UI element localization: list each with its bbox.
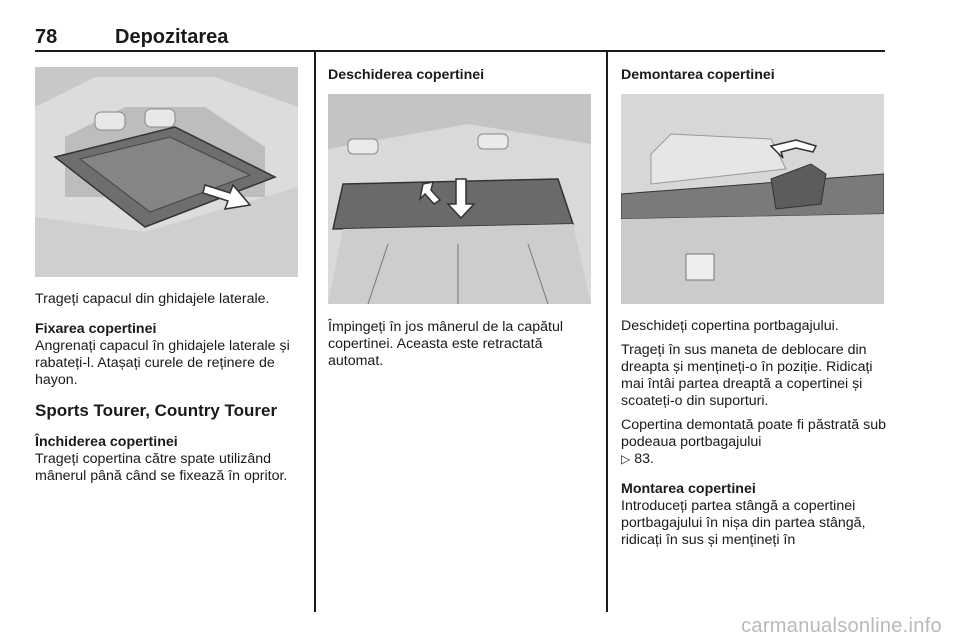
chapter-title: Depozitarea [115, 26, 229, 48]
page-reference[interactable]: 83. [634, 451, 654, 467]
storage-note: Copertina demontată poate fi păstrată sub podeaua portbagajului [621, 417, 887, 450]
instruction-text: Introduceți partea stângă a copertinei portbagajului în nișa din partea stângă, ridicați în sus și mențineți în [621, 498, 866, 548]
column-divider-1 [314, 52, 316, 612]
header-rule [35, 50, 885, 52]
subheading-fixing: Fixarea copertinei [35, 321, 157, 337]
instruction-text: Trageți capacul din ghidajele laterale. [35, 291, 270, 307]
page-number: 78 [35, 26, 58, 48]
column-3-text [621, 318, 891, 549]
subheading-opening: Deschiderea copertinei [328, 67, 485, 83]
column-3-heading [621, 67, 891, 84]
instruction-text [621, 417, 891, 468]
section-heading: Sports Tourer, Country Tourer [35, 401, 278, 420]
subheading-closing: Închiderea copertinei [35, 434, 178, 450]
page-header [35, 26, 885, 50]
subheading-installation: Montarea copertinei [621, 481, 756, 497]
triangle-reference-icon: ▷ [621, 452, 631, 466]
subheading-removal: Demontarea copertinei [621, 67, 775, 83]
watermark: carmanualsonline.info [741, 615, 942, 637]
column-divider-2 [606, 52, 608, 612]
instruction-text: Deschideți copertina portbagajului. [621, 318, 839, 334]
column-1-text [35, 291, 305, 485]
instruction-text: Trageți copertina către spate utilizând mânerul până când se fixează în opritor. [35, 451, 288, 484]
instruction-text: Trageți în sus maneta de deblocare din dreapta și mențineți-o în poziție. Ridicați mai întâi partea dreaptă a copertinei și scoateți-o din suporturi. [621, 342, 873, 409]
figure-cargo-cover-removal [35, 67, 298, 277]
column-2-heading [328, 67, 598, 84]
instruction-text: Împingeți în jos mânerul de la capătul copertinei. Aceasta este retractată automat. [328, 319, 564, 369]
column-2-text [328, 319, 598, 370]
figure-cargo-cover-opening [328, 94, 591, 304]
instruction-text: Angrenați capacul în ghidajele laterale și rabateți-l. Atașați curele de reținere de hayon. [35, 338, 290, 388]
figure-cargo-cover-removal-detail [621, 94, 884, 304]
